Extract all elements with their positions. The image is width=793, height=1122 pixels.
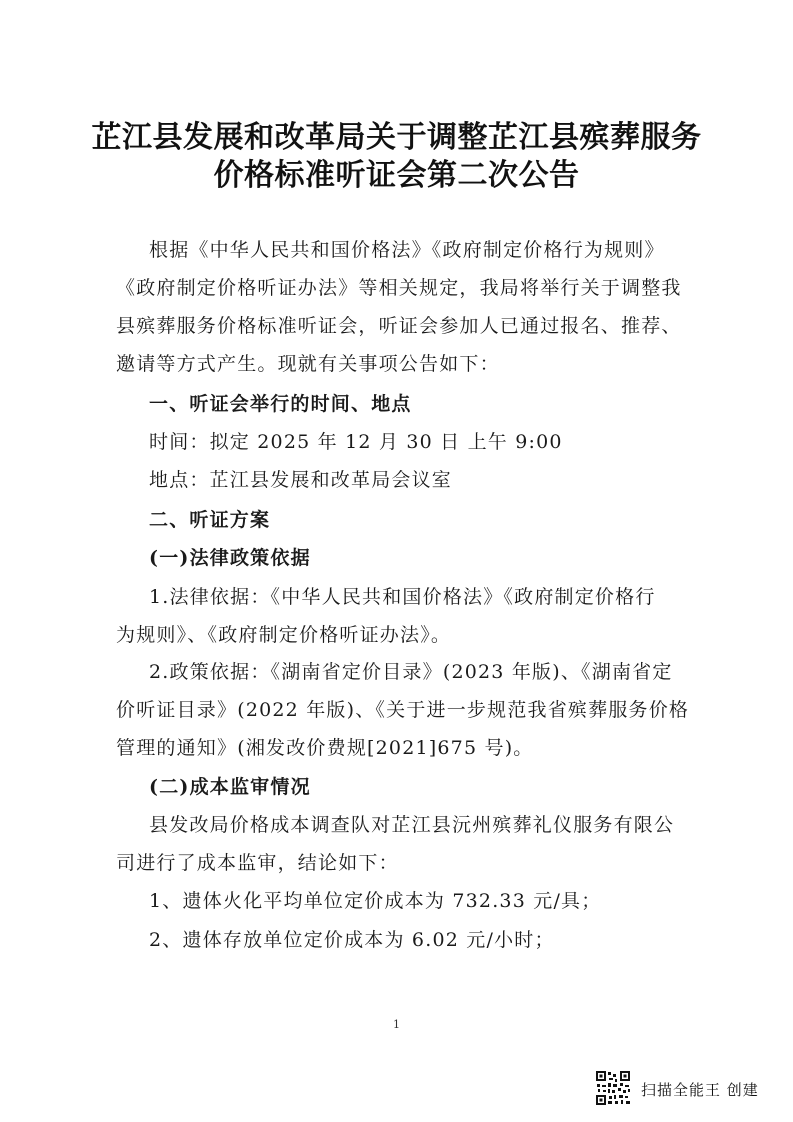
paragraph-line: 价听证目录》(2022 年版)、《关于进一步规范我省殡葬服务价格: [116, 699, 690, 721]
paragraph-line: 县发改局价格成本调查队对芷江县沅州殡葬礼仪服务有限公: [149, 814, 675, 836]
paragraph-line: 2.政策依据：《湖南省定价目录》(2023 年版)、《湖南省定: [149, 661, 673, 683]
paragraph-line: 县殡葬服务价格标准听证会，听证会参加人已通过报名、推荐、: [116, 315, 682, 337]
page-number: 1: [393, 1018, 400, 1031]
section-heading: 二、听证方案: [149, 509, 271, 531]
paragraph-line: 2、遗体存放单位定价成本为 6.02 元/小时；: [149, 929, 555, 951]
paragraph-line: 管理的通知》(湘发改价费规[2021]675 号)。: [116, 737, 534, 759]
paragraph-line: 1、遗体火化平均单位定价成本为 732.33 元/具；: [149, 890, 602, 912]
paragraph-line: 根据《中华人民共和国价格法》《政府制定价格行为规则》: [149, 239, 665, 261]
paragraph-line: 为规则》、《政府制定价格听证办法》。: [116, 624, 452, 646]
subsection-heading: (二)成本监审情况: [149, 776, 311, 798]
subsection-heading: (一)法律政策依据: [149, 547, 311, 569]
title-line-2: 价格标准听证会第二次公告: [213, 158, 580, 193]
scanner-watermark: 扫描全能王 创建: [641, 1081, 759, 1099]
section-heading: 一、听证会举行的时间、地点: [149, 393, 412, 415]
paragraph-line: 时间：拟定 2025 年 12 月 30 日 上午 9:00: [149, 431, 563, 453]
paragraph-line: 《政府制定价格听证办法》等相关规定，我局将举行关于调整我: [116, 277, 682, 299]
paragraph-line: 1.法律依据：《中华人民共和国价格法》《政府制定价格行: [149, 586, 656, 608]
title-line-1: 芷江县发展和改革局关于调整芷江县殡葬服务: [91, 120, 702, 155]
qr-code-icon: [595, 1070, 631, 1106]
paragraph-line: 邀请等方式产生。现就有关事项公告如下：: [116, 353, 500, 375]
paragraph-line: 司进行了成本监审，结论如下：: [116, 852, 399, 874]
paragraph-line: 地点：芷江县发展和改革局会议室: [149, 469, 453, 491]
